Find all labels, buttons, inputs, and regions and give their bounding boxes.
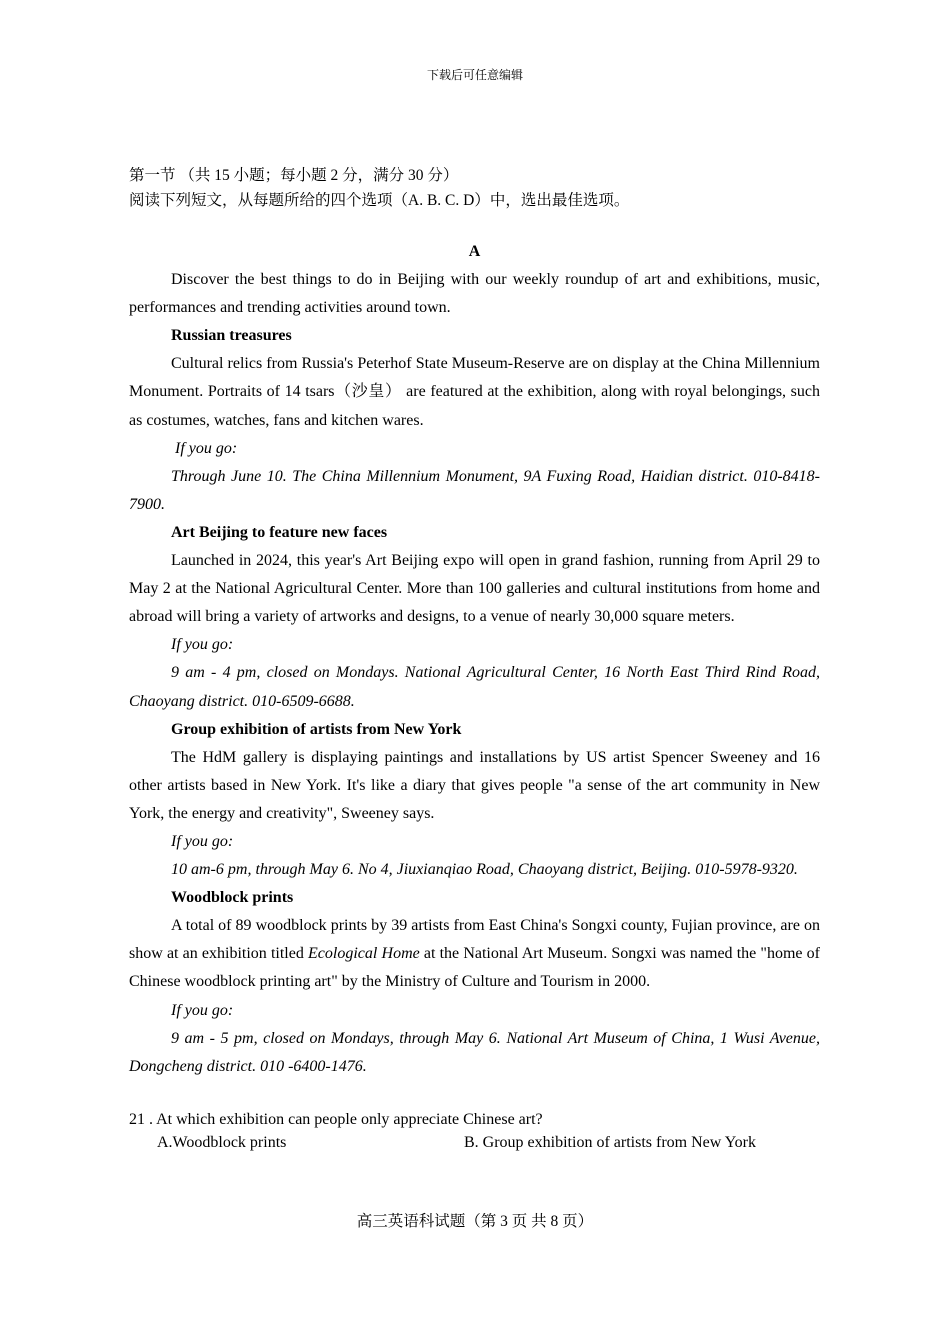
section-instruction: 阅读下列短文，从每题所给的四个选项（A. B. C. D）中，选出最佳选项。 [129, 192, 630, 209]
entry-if-label: If you go: [171, 636, 234, 654]
entry-body [129, 912, 820, 996]
entry-heading: Group exhibition of artists from New York [171, 720, 462, 738]
question-text: 21 . At which exhibition can people only appreciate Chinese art? [129, 1111, 543, 1128]
exhibition-title: Ecological Home [308, 945, 420, 963]
question-21 [129, 1108, 829, 1158]
entry-body: The HdM gallery is displaying paintings and installations by US artist Spencer Sweeney and 16 other artists based in New York. It's like a diary that gives people "a sense of the art community in New York, the energy and creativity", Sweeney says. [129, 748, 820, 822]
entry-heading: Russian treasures [171, 327, 292, 345]
option-b[interactable]: B. Group exhibition of artists from New York [464, 1134, 756, 1151]
page-footer: 高三英语科试题（第 3 页 共 8 页） [356, 1213, 594, 1230]
entry-info: 9 am - 5 pm, closed on Mondays, through May 6. National Art Museum of China, 1 Wusi Avenue, Dongcheng district. 010 -6400-1476. [129, 1029, 820, 1075]
entry-info: Through June 10. The China Millennium Monument, 9A Fuxing Road, Haidian district. 010-8418-7900. [129, 467, 820, 513]
question-options [129, 1132, 829, 1158]
entry-body-after: at the National Art Museum. Songxi was named the "home of Chinese woodblock printing art" by the Ministry of Culture and Tourism in 2000. [129, 945, 821, 991]
section-title: 第一节 （共 15 小题；每小题 2 分，满分 30 分） [129, 167, 459, 184]
entry-body: Cultural relics from Russia's Peterhof State Museum-Reserve are on display at the China Millennium Monument. Portraits of 14 tsars（沙皇） are featured at the exhibition, along with royal belongings, such as costumes, watches, fans and kitchen wares. [129, 355, 820, 429]
entry-heading: Woodblock prints [171, 889, 294, 907]
header-note: 下载后可任意编辑 [426, 68, 523, 82]
entry-body-before: A total of 89 woodblock prints by 39 artists from East China's Songxi county, Fujian province, are on show at an exhibition titled [129, 917, 820, 963]
entry-body: Launched in 2024, this year's Art Beijing expo will open in grand fashion, running from April 29 to May 2 at the National Agricultural Center. More than 100 galleries and cultural institutions from home and abroad will bring a variety of artworks and designs, to a venue of nearly 30,000 square meters. [129, 552, 820, 626]
entry-heading: Art Beijing to feature new faces [171, 523, 388, 541]
passage-intro: Discover the best things to do in Beijing with our weekly roundup of art and exhibitions, music, performances and trending activities around town. [129, 271, 820, 317]
entry-info: 10 am-6 pm, through May 6. No 4, Jiuxianqiao Road, Chaoyang district, Beijing. 010-5978-9320. [171, 861, 798, 879]
entry-if-label: If you go: [171, 439, 238, 457]
entry-if-label: If you go: [171, 832, 234, 850]
option-a[interactable]: A.Woodblock prints [157, 1134, 287, 1151]
entry-if-label: If you go: [171, 1001, 234, 1019]
passage-label: A [468, 243, 481, 260]
entry-info: 9 am - 4 pm, closed on Mondays. National Agricultural Center, 16 North East Third Rind Road, Chaoyang district. 010-6509-6688. [129, 664, 820, 710]
passage-a [129, 238, 820, 1081]
